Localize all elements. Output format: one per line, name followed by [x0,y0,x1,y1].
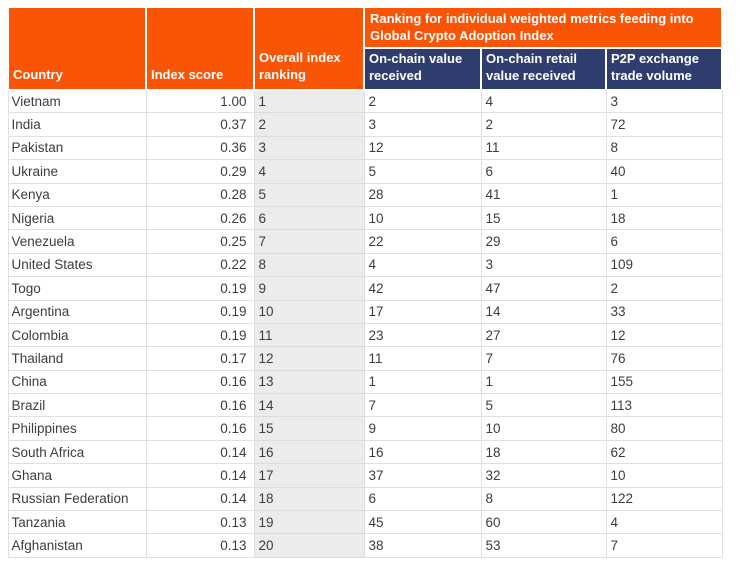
overall-ranking-cell: 6 [254,206,364,229]
onchain-value-cell: 10 [364,206,481,229]
onchain-retail-cell: 8 [481,487,606,510]
country-cell: South Africa [8,440,146,463]
index-score-cell: 0.25 [146,230,254,253]
index-score-cell: 1.00 [146,90,254,113]
index-score-cell: 0.16 [146,370,254,393]
overall-ranking-cell: 1 [254,90,364,113]
onchain-value-cell: 7 [364,394,481,417]
p2p-volume-cell: 33 [606,300,722,323]
onchain-retail-cell: 10 [481,417,606,440]
table-row [8,90,722,113]
onchain-retail-cell: 7 [481,347,606,370]
overall-ranking-cell: 20 [254,534,364,557]
onchain-value-cell: 38 [364,534,481,557]
p2p-volume-cell: 3 [606,90,722,113]
country-cell: Brazil [8,394,146,417]
overall-ranking-cell: 3 [254,136,364,159]
country-cell: Colombia [8,323,146,346]
index-score-cell: 0.13 [146,534,254,557]
index-score-cell: 0.26 [146,206,254,229]
overall-ranking-cell: 17 [254,464,364,487]
onchain-value-cell: 22 [364,230,481,253]
table-row [8,417,722,440]
country-cell: Afghanistan [8,534,146,557]
p2p-volume-cell: 109 [606,253,722,276]
p2p-volume-cell: 40 [606,160,722,183]
index-score-cell: 0.37 [146,113,254,136]
onchain-retail-cell: 41 [481,183,606,206]
onchain-value-cell: 1 [364,370,481,393]
p2p-volume-cell: 8 [606,136,722,159]
p2p-volume-cell: 4 [606,511,722,534]
overall-ranking-cell: 19 [254,511,364,534]
onchain-retail-cell: 1 [481,370,606,393]
onchain-value-cell: 11 [364,347,481,370]
country-cell: Togo [8,277,146,300]
p2p-volume-cell: 76 [606,347,722,370]
overall-ranking-cell: 13 [254,370,364,393]
header-onchain-value: On-chain value received [364,48,481,89]
country-cell: China [8,370,146,393]
onchain-value-cell: 4 [364,253,481,276]
overall-ranking-cell: 12 [254,347,364,370]
table-row [8,136,722,159]
index-score-cell: 0.36 [146,136,254,159]
onchain-retail-cell: 60 [481,511,606,534]
overall-ranking-cell: 10 [254,300,364,323]
table-row [8,160,722,183]
overall-ranking-cell: 18 [254,487,364,510]
onchain-value-cell: 23 [364,323,481,346]
index-score-cell: 0.19 [146,323,254,346]
p2p-volume-cell: 122 [606,487,722,510]
country-cell: Russian Federation [8,487,146,510]
onchain-retail-cell: 6 [481,160,606,183]
table-row [8,300,722,323]
country-cell: Argentina [8,300,146,323]
table-row [8,534,722,557]
header-index-score: Index score [146,7,254,90]
country-cell: Ukraine [8,160,146,183]
table-row [8,511,722,534]
index-score-cell: 0.14 [146,464,254,487]
onchain-retail-cell: 18 [481,440,606,463]
header-overall-ranking: Overall index ranking [254,7,364,90]
table-row [8,323,722,346]
p2p-volume-cell: 1 [606,183,722,206]
overall-ranking-cell: 7 [254,230,364,253]
p2p-volume-cell: 155 [606,370,722,393]
country-cell: Thailand [8,347,146,370]
onchain-retail-cell: 3 [481,253,606,276]
header-onchain-retail: On-chain retail value received [481,48,606,89]
overall-ranking-cell: 8 [254,253,364,276]
header-country: Country [8,7,146,90]
onchain-retail-cell: 47 [481,277,606,300]
onchain-retail-cell: 27 [481,323,606,346]
onchain-value-cell: 45 [364,511,481,534]
table-row [8,347,722,370]
onchain-retail-cell: 53 [481,534,606,557]
table-row [8,464,722,487]
onchain-retail-cell: 32 [481,464,606,487]
country-cell: Pakistan [8,136,146,159]
onchain-value-cell: 6 [364,487,481,510]
crypto-adoption-table [7,6,723,558]
onchain-value-cell: 5 [364,160,481,183]
country-cell: India [8,113,146,136]
onchain-value-cell: 12 [364,136,481,159]
table-row [8,370,722,393]
onchain-retail-cell: 14 [481,300,606,323]
onchain-value-cell: 17 [364,300,481,323]
header-row-top [8,7,722,48]
country-cell: Nigeria [8,206,146,229]
onchain-retail-cell: 5 [481,394,606,417]
index-score-cell: 0.16 [146,417,254,440]
table-row [8,440,722,463]
onchain-value-cell: 42 [364,277,481,300]
table-row [8,113,722,136]
overall-ranking-cell: 16 [254,440,364,463]
overall-ranking-cell: 14 [254,394,364,417]
p2p-volume-cell: 62 [606,440,722,463]
index-score-cell: 0.13 [146,511,254,534]
p2p-volume-cell: 7 [606,534,722,557]
country-cell: Tanzania [8,511,146,534]
index-score-cell: 0.17 [146,347,254,370]
index-score-cell: 0.22 [146,253,254,276]
overall-ranking-cell: 2 [254,113,364,136]
country-cell: Philippines [8,417,146,440]
table-row [8,206,722,229]
overall-ranking-cell: 9 [254,277,364,300]
index-score-cell: 0.29 [146,160,254,183]
table-row [8,277,722,300]
p2p-volume-cell: 2 [606,277,722,300]
country-cell: Vietnam [8,90,146,113]
onchain-retail-cell: 11 [481,136,606,159]
p2p-volume-cell: 10 [606,464,722,487]
table-row [8,183,722,206]
index-score-cell: 0.16 [146,394,254,417]
country-cell: Kenya [8,183,146,206]
header-merged-metrics: Ranking for individual weighted metrics feeding into Global Crypto Adoption Index [364,7,722,48]
table-body [8,90,722,558]
onchain-retail-cell: 15 [481,206,606,229]
country-cell: Ghana [8,464,146,487]
overall-ranking-cell: 15 [254,417,364,440]
onchain-value-cell: 2 [364,90,481,113]
table-row [8,394,722,417]
p2p-volume-cell: 6 [606,230,722,253]
onchain-retail-cell: 4 [481,90,606,113]
overall-ranking-cell: 5 [254,183,364,206]
onchain-value-cell: 16 [364,440,481,463]
table-row [8,230,722,253]
onchain-value-cell: 3 [364,113,481,136]
onchain-retail-cell: 29 [481,230,606,253]
country-cell: Venezuela [8,230,146,253]
p2p-volume-cell: 113 [606,394,722,417]
index-score-cell: 0.14 [146,440,254,463]
p2p-volume-cell: 80 [606,417,722,440]
onchain-value-cell: 37 [364,464,481,487]
overall-ranking-cell: 11 [254,323,364,346]
index-score-cell: 0.19 [146,277,254,300]
index-score-cell: 0.28 [146,183,254,206]
table-row [8,487,722,510]
onchain-value-cell: 9 [364,417,481,440]
country-cell: United States [8,253,146,276]
p2p-volume-cell: 72 [606,113,722,136]
index-score-cell: 0.19 [146,300,254,323]
header-p2p-volume: P2P exchange trade volume [606,48,722,89]
table-header [8,7,722,90]
p2p-volume-cell: 18 [606,206,722,229]
index-score-cell: 0.14 [146,487,254,510]
onchain-value-cell: 28 [364,183,481,206]
onchain-retail-cell: 2 [481,113,606,136]
table-row [8,253,722,276]
overall-ranking-cell: 4 [254,160,364,183]
p2p-volume-cell: 12 [606,323,722,346]
